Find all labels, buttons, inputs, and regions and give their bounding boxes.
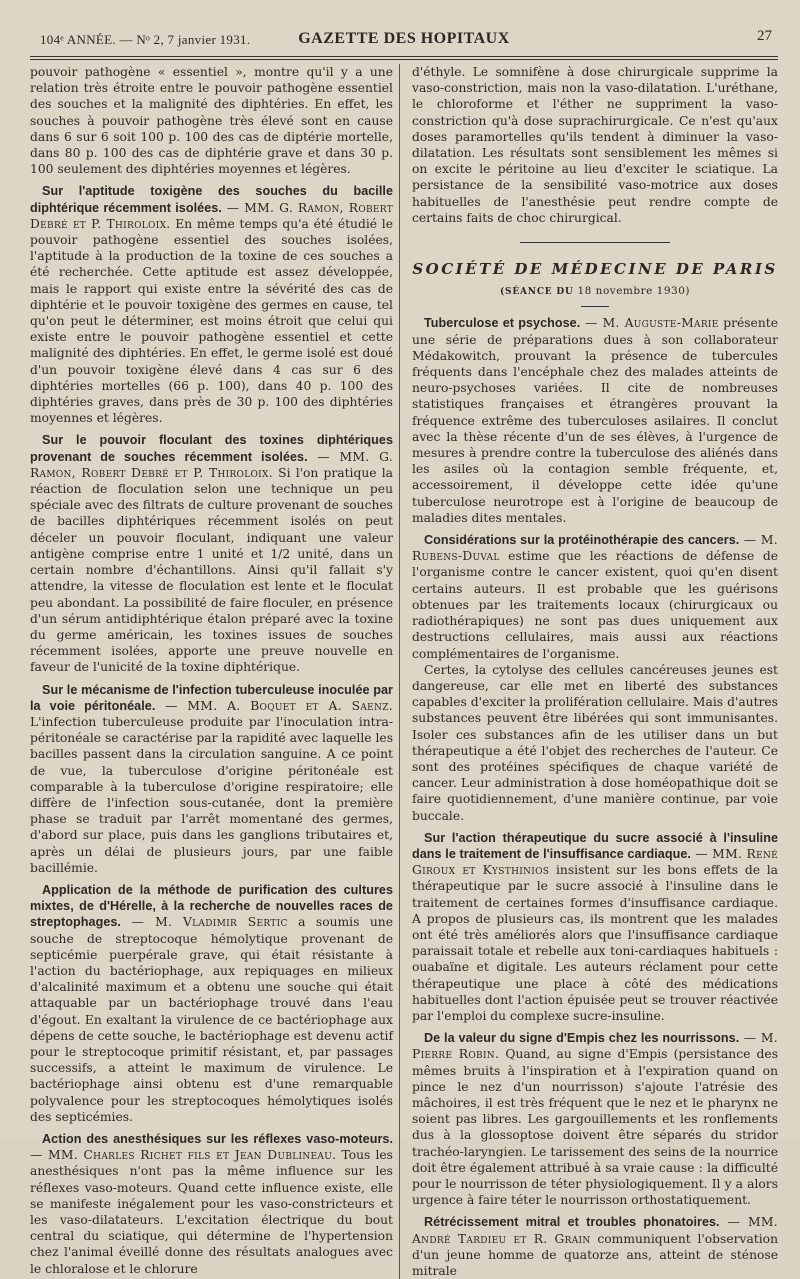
article-body: En même temps qu'a été étudié le pouvoir pathogène essentiel des souches isolées, l'aptitude à la production de la toxine de ces souches a été recherchée. Cette aptitude est assez développée, mais le rapport qui existe entre la sévérité des cas de diphtérie et le pouvoir toxigène des germes en cause, tel qu'on peut le déterminer, est moins étroit que celui qui existe entre le pouvoir pathogène essentiel et cette malignité des diphtéries. En effet, le germe isolé est doué d'un pouvoir toxigène élevé dans 4 cas sur 6 des diphtéries mortelles (66 p. 100), dans 40 p. 100 des diphtéries graves, dans près de 30 p. 100 des diphtéries moyennes et légères. bbox=[30, 216, 394, 426]
article-body: communiquent l'observation d'un jeune homme de quatorze ans, atteint de sténose mitrale bbox=[412, 1231, 778, 1279]
article-authors: — MM. André Tardieu et R. Grain bbox=[412, 1215, 778, 1246]
article-title: Action des anesthésiques sur les réflexes vaso-moteurs. bbox=[42, 1132, 393, 1146]
article-title: Considérations sur la protéinothérapie des cancers. bbox=[424, 533, 740, 548]
article-tuberculeuse bbox=[30, 682, 393, 876]
article-authors: — MM. G. Ramon, Robert Debré et P. Thiroloix. bbox=[30, 449, 393, 480]
article-authors: — M. Rubens-Duval bbox=[412, 533, 778, 564]
article-body: insistent sur les bons effets de la thérapeutique par le sucre associé à l'insuline dans le traitement de certaines formes d'insuffisance cardiaque. A propos de plusieurs cas, ils montrent que les malades ont été très améliorés alors que l'insuffisance cardiaque paraissait totale et rebelle aux toni-cardiaques habituels : ouabaïne et digitale. Les auteurs réclament pour cette thérapeutique une place à côté des médications habituelles dont l'action épuisée peut se trouver réactivée par l'emploi du complexe sucre-insuline. bbox=[412, 863, 778, 1023]
article-proteinotherapie bbox=[412, 532, 778, 824]
article-title: Rétrécissement mitral et troubles phonatoires. bbox=[424, 1215, 720, 1230]
article-body: Si l'on pratique la réaction de floculation selon une technique un peu spéciale avec des filtrats de culture provenant de souches de bacilles diphtériques récemment isolés on peut déceler un pouvoir floculant, indiquant une valeur antigène comprise entre 1 unité et 1/2 unité, dans un certain nombre d'échantillons. Ainsi qu'il fallait s'y attendre, la vitesse de floculation est lente et le floculat peu abondant. La possibilité de faire floculer, en présence d'un sérum antidiphtérique étalon préparé avec la toxine du germe américain, les toxines issues de souches récemment isolées, apporte une preuve nouvelle en faveur de l'unicité de la toxine diphtérique. bbox=[30, 465, 394, 675]
article-toxigene bbox=[30, 183, 393, 426]
journal-title: GAZETTE DES HOPITAUX bbox=[298, 30, 510, 47]
article-authors: — M. Pierre Robin. bbox=[412, 1031, 778, 1062]
seance-date-text: 18 novembre 1930) bbox=[573, 285, 690, 298]
article-title: Sur le mécanisme de l'infection tuberculeuse inoculée par la voie péritonéale. bbox=[30, 682, 393, 713]
article-title: Sur l'aptitude toxigène des souches du bacille diphtérique récemment isolées. bbox=[30, 184, 393, 215]
article-authors: — MM. René Giroux et Kysthinios bbox=[412, 846, 778, 878]
article-authors: — M. Auguste-Marie bbox=[580, 316, 719, 331]
article-body: présente une série de préparations dues à son collaborateur Médakowitch, prouvant la présence de tubercules fréquents dans l'encéphale chez des malades atteints de neuro-psychoses variées. Il cite de nombreuses statistiques françaises et étrangères prouvant la fréquence extrême des tuberculoses asilaires. Il conclut avec la thèse récente d'un de ses élèves, à l'urgence de mesures à prendre contre la tuberculose des aliénés dans les asiles où la contagion semble fréquente, et, accessoirement, il développe cette idée qu'une tuberculose neurotrope est à l'origine de beaucoup de maladies dites mentales. bbox=[412, 316, 778, 525]
continuation-paragraph: d'éthyle. Le somnifène à dose chirurgicale supprime la vaso-constriction, mais non la vaso-dilatation. L'uréthane, le chloroforme et l'éther ne suppriment la vaso-constriction qu'à dose suprachirurgicale. Ce n'est qu'aux doses paramortelles qu'ils tendent à diminuer la vaso-dilatation. Les résultats sont sensiblement les mêmes si on excite le péritoine au lieu d'exciter le sciatique. La persistance de la sensibilité vaso-motrice aux doses habituelles de l'anesthésie peut rendre compte de certains faits de choc chirurgical. bbox=[412, 65, 778, 225]
article-authors: — MM. Charles Richet fils et Jean Dublineau. bbox=[30, 1148, 337, 1163]
page-header bbox=[30, 28, 778, 50]
article-title: De la valeur du signe d'Empis chez les nourrissons. bbox=[424, 1031, 740, 1046]
article-floculant bbox=[30, 432, 393, 675]
article-body: L'infection tuberculeuse produite par l'inoculation intra-péritonéale se caractérise par la rapidité avec laquelle les bacilles passent dans la circulation sanguine. A ce point de vue, la tuberculose d'origine péritonéale est comparable à la tuberculose d'origine respiratoire; elle diffère de l'infection sous-cutanée, dont la première phase se traduit par l'arrêt momentané des germes, d'abord sur place, puis dans les ganglions tributaires et, après un délai de plusieurs jours, par une faible bacillémie. bbox=[30, 714, 393, 875]
article-tuberculose-psychose bbox=[412, 315, 778, 526]
seance-date bbox=[412, 283, 778, 300]
header-rule bbox=[30, 56, 778, 60]
right-column bbox=[400, 64, 778, 1279]
article-body: Tous les anesthésiques n'ont pas la même influence sur les réflexes vaso-moteurs. Quand cette influence existe, elle se manifeste inégalement pour les vaso-constricteurs et les vaso-dilatateurs. L'excitation électrique du bout central du sciatique, qui détermine de l'hypertension chez l'animal éveillé donne des résultats analogues avec le chloralose et le chlorure bbox=[30, 1148, 393, 1276]
seance-prefix: (SÉANCE DU bbox=[500, 287, 574, 298]
article-title: Application de la méthode de purification des cultures mixtes, de d'Hérelle, à la recherche de nouvelles races de streptophages. bbox=[30, 882, 393, 930]
left-column bbox=[30, 64, 400, 1279]
article-body: estime que les réactions de défense de l'organisme contre le cancer existent, quoi qu'en disent certains auteurs. Il est probable que les guérisons obtenues par les traitements locaux (chirurgicaux ou radiothérapiques) ne sont pas dues uniquement aux destructions cellulaires, mais aussi aux réactions complémentaires de l'organisme. bbox=[412, 549, 778, 661]
article-signe-empis bbox=[412, 1030, 778, 1208]
article-body: a soumis une souche de streptocoque hémolytique provenant de septicémie puerpérale grave, qui était résistante à l'action du bactériophage, aux repiquages en milieux d'alcalinité maximum et a obtenu une souche qui était attaquable par un bactériophage trouvé dans l'eau d'égout. En exaltant la virulence de ce bactériophage aux dépens de cette souche, le bactériophage est devenu actif pour le streptocoque primitif résistant, et, par passages successifs, a atteint le maximum de virulence. Le bactériophage ainsi obtenu est d'une remarquable polyvalence pour les streptocoques hémolytiques isolés des septicémies. bbox=[30, 915, 393, 1124]
columns bbox=[30, 64, 778, 1279]
article-authors: — MM. G. Ramon, Robert Debré et P. Thiroloix. bbox=[30, 200, 394, 231]
society-title: SOCIÉTÉ DE MÉDECINE DE PARIS bbox=[412, 260, 778, 279]
article-title: Sur le pouvoir floculant des toxines diphtériques provenant de souches récemment isolées. bbox=[30, 433, 393, 464]
article-title: Tuberculose et psychose. bbox=[424, 316, 581, 331]
article-retrecissement-mitral bbox=[412, 1214, 778, 1279]
article-sucre-insuline bbox=[412, 830, 778, 1024]
article-authors: — M. Vladimir Sertic bbox=[120, 915, 288, 930]
article-anesthesiques bbox=[30, 1131, 393, 1277]
article-body-continued: Certes, la cytolyse des cellules cancéreuses jeunes est dangereuse, car elle met en liberté des substances capables d'exciter la prolifération cellulaire. Mais d'autres substances peuvent être libérées qui sont immunisantes. Isoler ces substances afin de les utiliser dans un but thérapeutique a été l'objet des recherches de l'auteur. Ce sont des protéines spécifiques de chaque variété de cancer. Leur administration à dose homéopathique doit se faire quotidiennement, d'une manière continue, par voie buccale. bbox=[412, 662, 778, 823]
section-divider bbox=[520, 242, 670, 243]
issue-info: 104ᵉ ANNÉE. — Nᵒ 2, 7 janvier 1931. bbox=[40, 32, 251, 47]
article-authors: — MM. A. Boquet et A. Saenz. bbox=[155, 698, 393, 713]
page-number: 27 bbox=[757, 28, 772, 44]
short-divider bbox=[581, 306, 609, 307]
intro-paragraph: pouvoir pathogène « essentiel », montre qu'il y a une relation très étroite entre le pouvoir pathogène essentiel des souches et la malignité des diphtéries. En effet, les souches à pouvoir pathogène très élevé sont en cause dans 6 sur 6 soit 100 p. 100 des cas de diptérie mortelle, dans 80 p. 100 des cas de diphtérie grave et dans 30 p. 100 seulement des diphtéries moyennes et légères. bbox=[30, 65, 393, 177]
article-title: Sur l'action thérapeutique du sucre associé à l'insuline dans le traitement de l'insuffisance cardiaque. bbox=[412, 830, 778, 861]
article-body: Quand, au signe d'Empis (persistance des mêmes bruits à l'inspiration et à l'expiration quand on pince le nez d'un nourrisson) s'ajoute l'atrésie des mâchoires, il est très fréquent que le nez et le pharynx ne soient pas libres. Les gargouillements et les ronflements dus à la glossoptose doivent être séparés du stridor trachéo-laryngien. Le tarissement des seins de la nourrice doit être également attribué à sa vraie cause : la difficulté pour le nourrisson de téter physiologiquement. Il y a alors urgence à faire téter le nourrisson orthostatiquement. bbox=[412, 1047, 779, 1208]
article-streptophages bbox=[30, 882, 393, 1125]
